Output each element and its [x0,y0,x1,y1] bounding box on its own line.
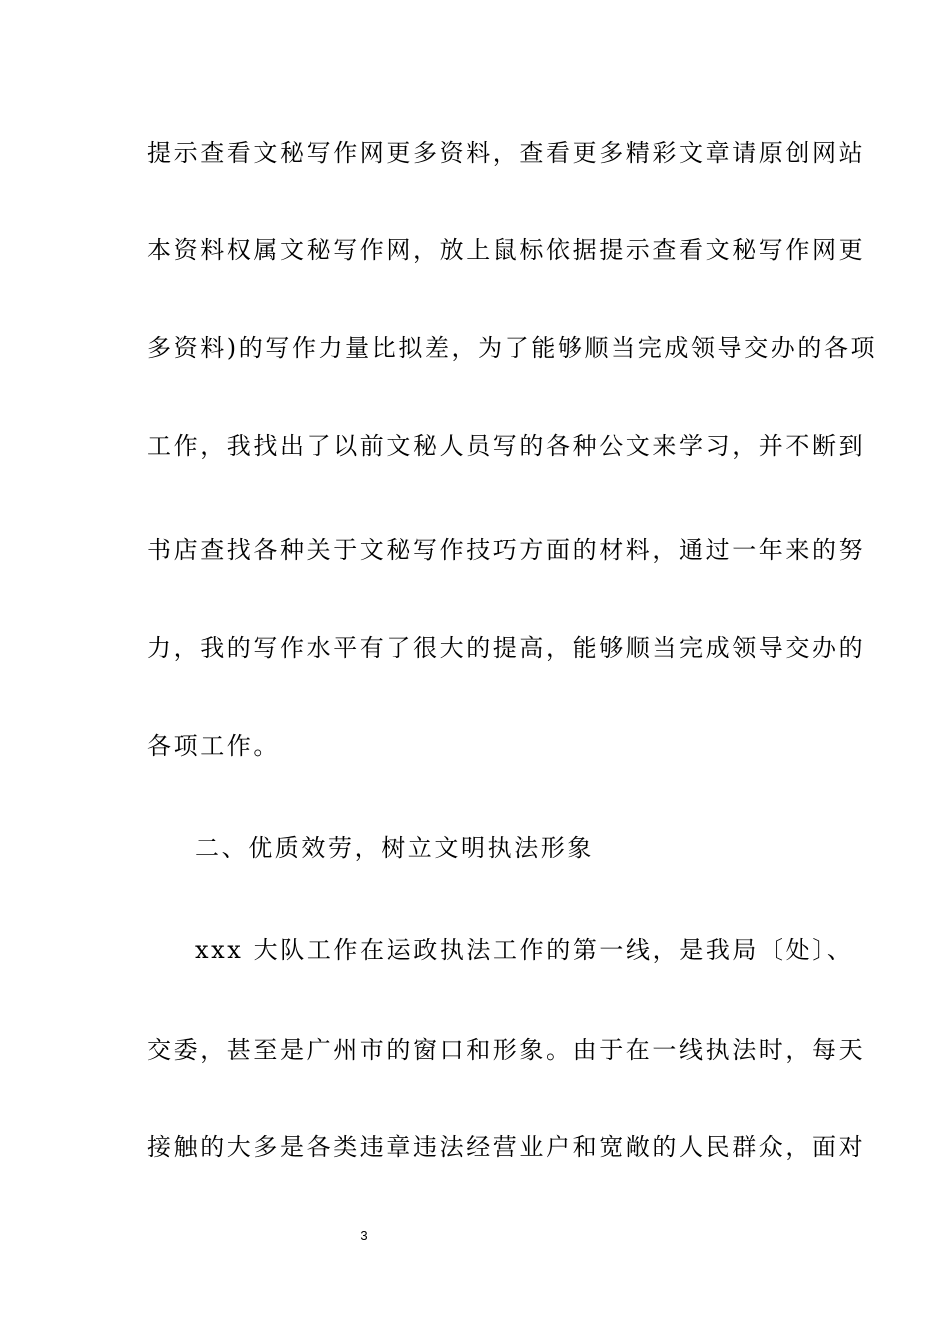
text-line: 本资料权属文秘写作网，放上鼠标依据提示查看文秘写作网更 [147,236,866,264]
text-line: 工作，我找出了以前文秘人员写的各种公文来学习，并不断到 [147,432,866,460]
text-line: xxx 大队工作在运政执法工作的第一线，是我局〔处〕、 [195,936,854,964]
text-line: 书店查找各种关于文秘写作技巧方面的材料，通过一年来的努 [147,536,866,564]
text-line: 提示查看文秘写作网更多资料，查看更多精彩文章请原创网站 [147,139,866,167]
text-line: 各项工作。 [147,732,280,760]
text-line: 接触的大多是各类违章违法经营业户和宽敞的人民群众，面对 [147,1133,866,1161]
text-line: 多资料)的写作力量比拟差，为了能够顺当完成领导交办的各项 [147,334,878,362]
page-number: 3 [360,1228,368,1243]
text-line: 力，我的写作水平有了很大的提高，能够顺当完成领导交办的 [147,634,866,662]
text-line: 交委，甚至是广州市的窗口和形象。由于在一线执法时，每天 [147,1036,866,1064]
section-heading: 二、优质效劳，树立文明执法形象 [195,834,594,862]
